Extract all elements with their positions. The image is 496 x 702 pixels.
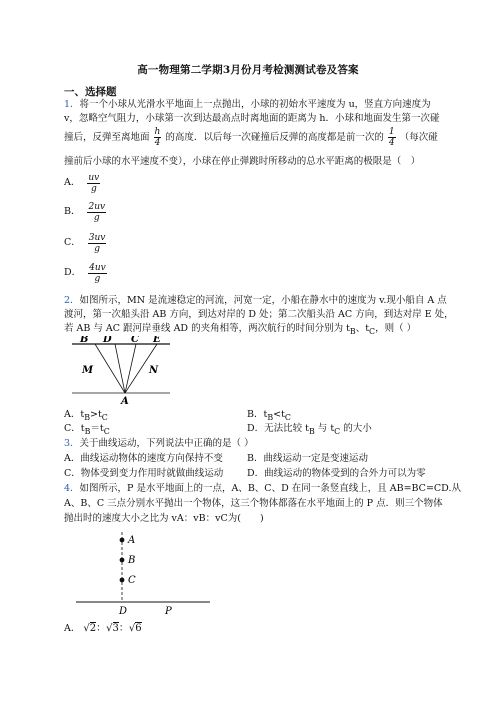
fraction-h-over-4: $\frac{h}{4}$ — [154, 127, 161, 148]
q1-option-c[interactable]: C． $\frac{3uv}{g}$ — [64, 233, 106, 254]
label-e: E — [153, 336, 161, 345]
q4-line1: 4．如图所示，P 是水平地面上的一点，A、B、C、D 在同一条竖直线上，且 AB=BC=CD.从 — [64, 483, 461, 494]
point-a — [120, 538, 125, 543]
label-d: D — [103, 336, 112, 345]
q3-number: 3． — [64, 438, 80, 449]
label-a: A — [121, 396, 129, 406]
q3-option-c[interactable]: C．物体受到变力作用时就做曲线运动 — [64, 468, 224, 479]
page-title: 高一物理第二学期3月份月考检测测试卷及答案 — [137, 64, 359, 76]
sqrt-expression: √2：√3：√6 — [83, 623, 142, 634]
q4-number: 4． — [64, 483, 80, 494]
q3-stem: 3．关于曲线运动，下列说法中正确的是（ ） — [64, 438, 254, 449]
q2-number: 2． — [64, 295, 80, 306]
line-ad — [115, 344, 125, 393]
projectile-diagram — [70, 528, 215, 616]
q1-option-a[interactable]: A． $\frac{uv}{g}$ — [64, 173, 100, 194]
q2-line1: 2．如图所示，MN 是流速稳定的河流，河宽一定，小船在静水中的速度为 v.现小船自 A 点 — [64, 295, 447, 306]
q3-option-d[interactable]: D．曲线运动的物体受到的合外力可以为零 — [247, 468, 426, 479]
q2-line2: 渡河，第一次船头沿 AB 方向，到达对岸的 D 处；第二次船头沿 AC 方向，到达对岸 E 处， — [64, 309, 454, 320]
q2-option-d[interactable]: D．无法比较 $t_B$ 与 $t_C$ 的大小 — [247, 423, 372, 436]
label-m: M — [82, 365, 94, 376]
label-b: B — [128, 555, 136, 566]
line-ab — [95, 344, 125, 393]
section-heading: 一、选择题 — [64, 86, 117, 98]
label-a: A — [128, 535, 136, 546]
q1-line2: v，忽略空气阻力，小球第一次到达最高点时离地面的距离为 h．小球和地面发生第一次碰 — [64, 113, 440, 124]
q3-option-a[interactable]: A．曲线运动物体的速度方向保持不变 — [64, 453, 223, 464]
point-c — [120, 578, 125, 583]
q1-option-d[interactable]: D． $\frac{4uv}{g}$ — [64, 263, 106, 284]
q1-line4: 撞前后小球的水平速度不变），小球在停止弹跳时所移动的总水平距离的极限是（ ） — [64, 156, 421, 167]
label-n: N — [149, 365, 159, 376]
point-b — [120, 558, 125, 563]
q3-option-b[interactable]: B．曲线运动一定是变速运动 — [247, 453, 368, 464]
q1-line3: 撞后，反弹至离地面 $\frac{h}{4}$ 的高度．以后每一次碰撞后反弹的高度都是前一次的 $\frac{1}{4}$ （每次碰 — [64, 127, 438, 148]
q4-line2: A、B、C 三点分别水平抛出一个物体，这三个物体都落在水平地面上的 P 点．则三个物体 — [64, 498, 443, 509]
q1-number: 1． — [64, 99, 80, 110]
label-p: P — [165, 606, 172, 616]
q1-option-b[interactable]: B． $\frac{2uv}{g}$ — [64, 202, 106, 223]
q4-option-a[interactable]: A． √2：√3：√6 — [64, 623, 142, 634]
river-diagram — [70, 336, 180, 406]
q2-option-c[interactable]: C．$t_B=t_C$ — [64, 423, 110, 436]
fraction-1-over-4: $\frac{1}{4}$ — [388, 127, 395, 148]
label-b: B — [80, 336, 89, 345]
q2-option-a[interactable]: A．$t_B>t_C$ — [64, 409, 108, 422]
q2-line3: 若 AB 与 AC 跟河岸垂线 AD 的夹角相等，两次航行的时间分别为 $t_B$、$t_C$，则（ ） — [64, 323, 417, 336]
label-c: C — [131, 336, 139, 345]
q4-line3: 抛出时的速度大小之比为 vA：vB：vC为( ) — [64, 513, 264, 524]
q1-line1: 1．将一个小球从光滑水平地面上一点抛出，小球的初始水平速度为 u，竖直方向速度为 — [64, 99, 431, 110]
label-c: C — [128, 575, 136, 586]
label-d: D — [119, 606, 128, 616]
line-ac — [125, 344, 136, 393]
q2-option-b[interactable]: B．$t_B<t_C$ — [247, 409, 291, 422]
